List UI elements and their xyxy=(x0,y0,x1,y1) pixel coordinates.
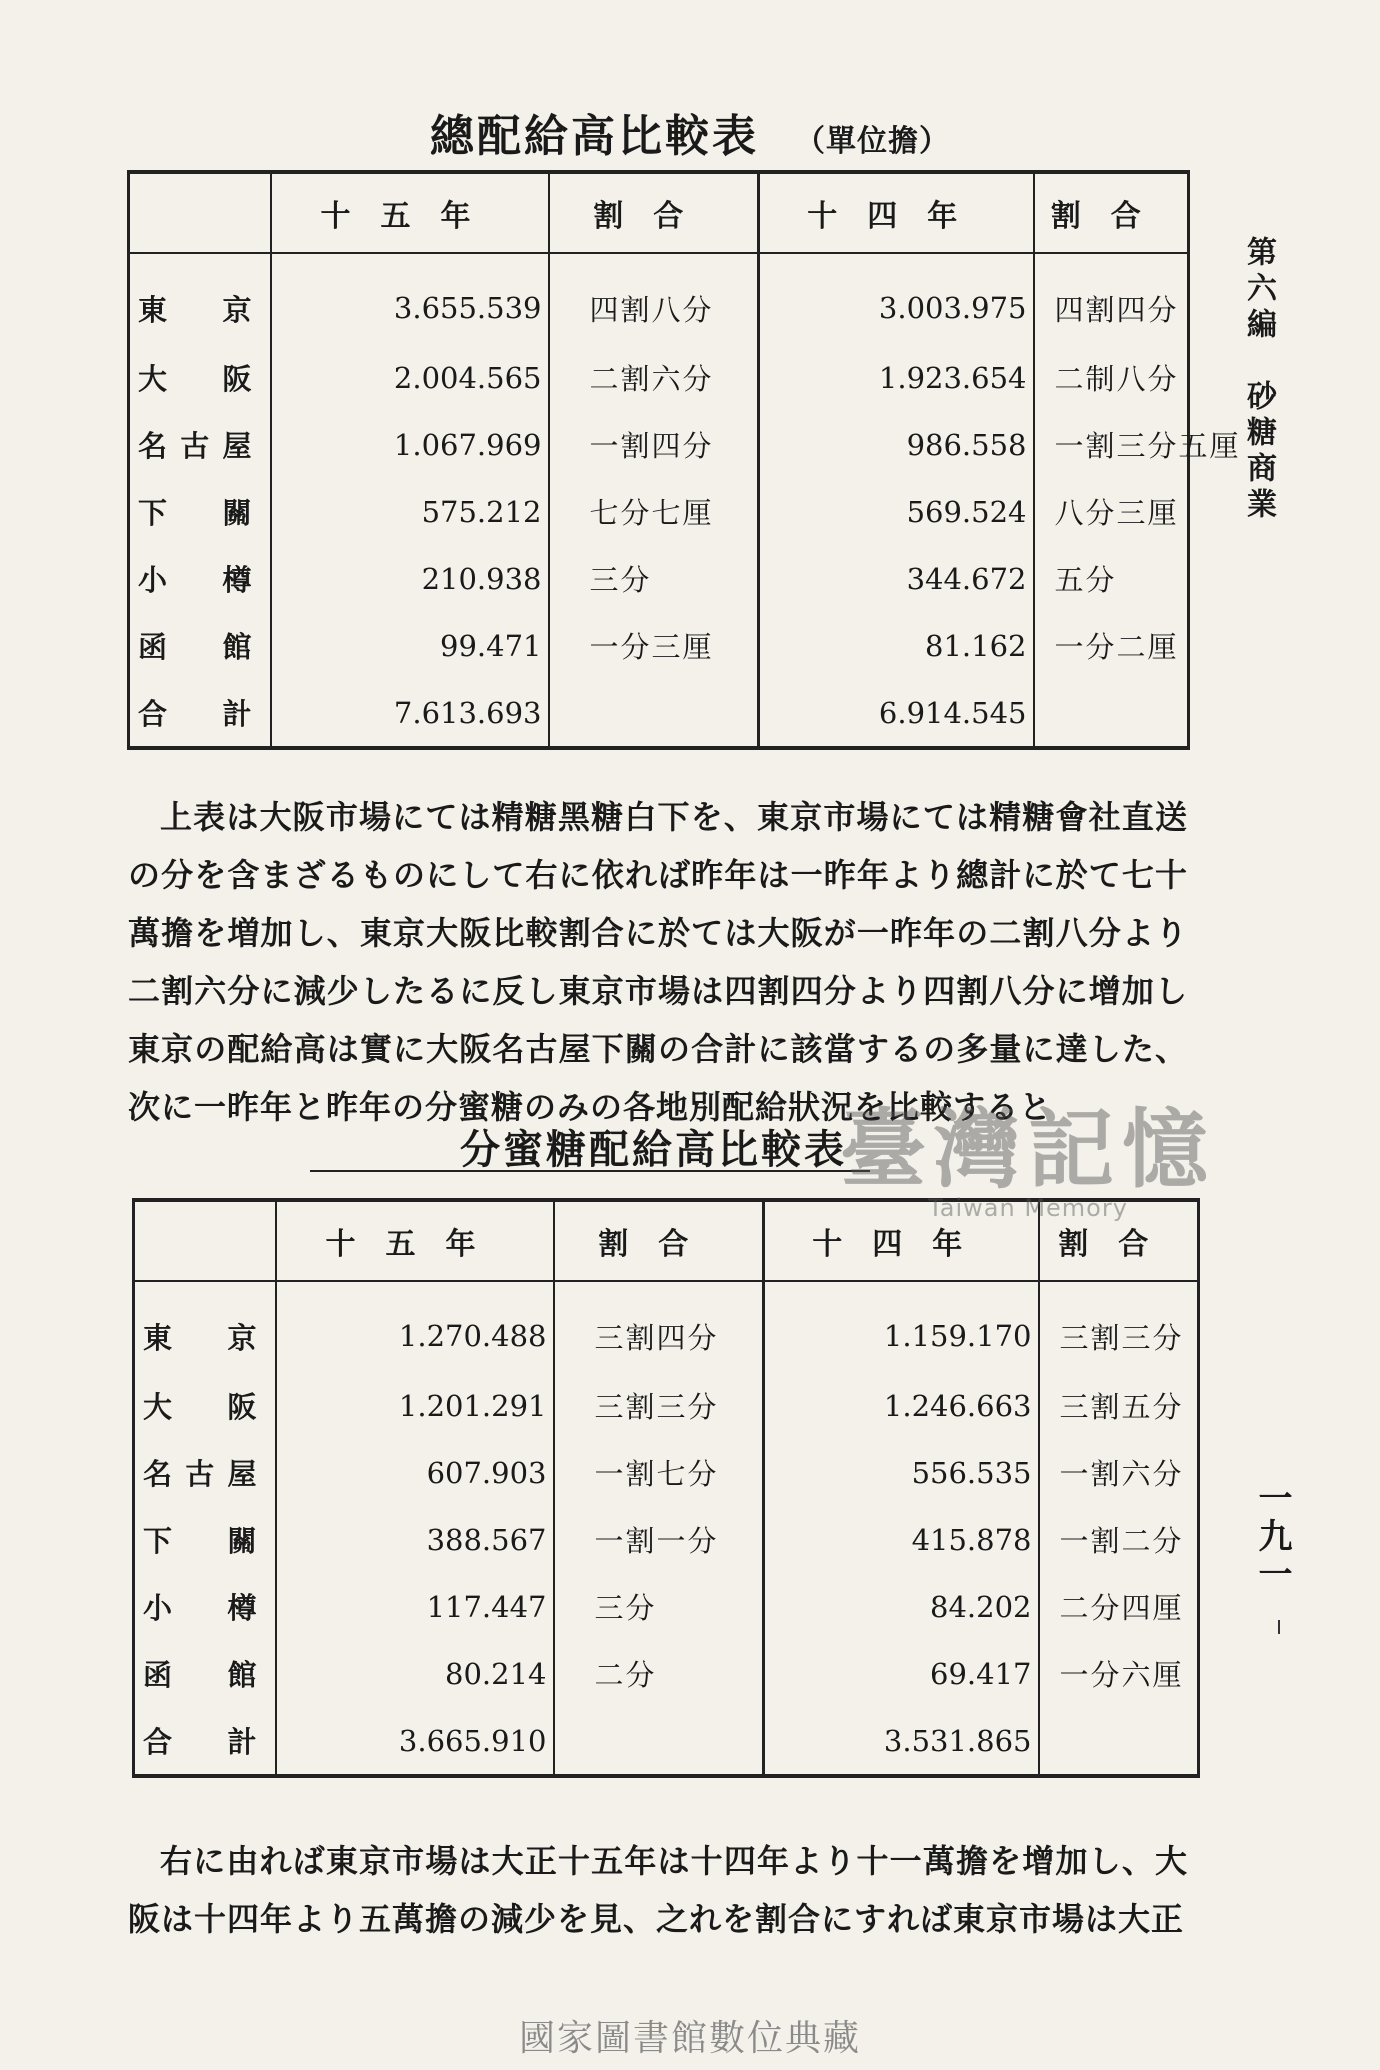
table-row xyxy=(134,1707,1199,1776)
city-glyph: 館 xyxy=(222,630,262,664)
value-cell: 986.558 xyxy=(759,411,1034,478)
column-header: 割合 xyxy=(549,172,759,253)
value-cell: 80.214 xyxy=(276,1640,554,1707)
city-glyph: 名 xyxy=(143,1457,183,1491)
paragraph-1-text: 上表は大阪市場にては精糖黑糖白下を、東京市場にては精糖會社直送の分を含まざるものにして右に依れば昨年は一昨年より總計に於て七十萬擔を増加し、東京大阪比較割合に於ては大阪が一昨年の二割八分より二割六分に減少したるに反し東京市場は四割四分より四割八分に增加し東京の配給高は實に大阪名古屋下關の合計に該當するの多量に達した、次に一昨年と昨年の分蜜糖のみの各地別配給狀況を比較すると xyxy=(128,798,1188,1126)
city-glyph: 東 xyxy=(138,292,178,327)
city-cell xyxy=(134,1506,276,1573)
column-header xyxy=(129,172,271,253)
table1-unit: （單位擔） xyxy=(795,124,950,159)
table-header-row xyxy=(129,172,1189,253)
city-name xyxy=(143,1720,267,1761)
table-row xyxy=(134,1372,1199,1439)
ratio-cell: 一割四分 xyxy=(549,411,759,478)
value-cell: 69.417 xyxy=(764,1640,1039,1707)
column-header xyxy=(134,1200,276,1281)
city-glyph: 東 xyxy=(143,1320,183,1355)
city-name xyxy=(143,1586,267,1627)
value-cell: 84.202 xyxy=(764,1573,1039,1640)
side-header: 第六編 砂糖商業 xyxy=(1241,236,1276,524)
value-cell: 210.938 xyxy=(271,545,549,612)
column-header: 十五年 xyxy=(271,172,549,253)
city-glyph: 樽 xyxy=(222,563,262,597)
city-glyph: 館 xyxy=(227,1658,267,1692)
city-glyph: 屋 xyxy=(227,1457,267,1491)
table-row xyxy=(129,612,1189,679)
city-glyph: 合 xyxy=(138,697,178,731)
city-cell xyxy=(129,545,271,612)
value-cell: 3.003.975 xyxy=(759,253,1034,344)
city-glyph: 關 xyxy=(222,496,262,530)
ratio-cell xyxy=(1034,679,1189,748)
city-glyph: 阪 xyxy=(222,362,262,396)
city-glyph: 樽 xyxy=(227,1591,267,1625)
ratio-cell: 三割三分 xyxy=(1059,1320,1184,1355)
table2-title: 分蜜糖配給高比較表 xyxy=(460,1126,847,1173)
city-glyph: 計 xyxy=(227,1725,267,1759)
ratio-cell xyxy=(554,1707,764,1776)
table-row xyxy=(129,411,1189,478)
city-glyph: 京 xyxy=(222,292,262,327)
city-name xyxy=(143,1452,267,1493)
city-cell xyxy=(134,1372,276,1439)
value-cell: 415.878 xyxy=(764,1506,1039,1573)
column-header: 割合 xyxy=(1039,1200,1199,1281)
city-name xyxy=(143,1385,267,1426)
city-cell xyxy=(129,411,271,478)
city-cell xyxy=(134,1281,276,1372)
ratio-cell: 一分二厘 xyxy=(1054,630,1179,664)
table-row xyxy=(134,1281,1199,1372)
city-name xyxy=(138,625,262,666)
ratio-cell: 一割三分五厘 xyxy=(1054,429,1241,463)
value-cell: 99.471 xyxy=(271,612,549,679)
ratio-cell: 一割六分 xyxy=(1059,1457,1184,1491)
value-cell: 117.447 xyxy=(276,1573,554,1640)
value-cell: 1.201.291 xyxy=(276,1372,554,1439)
city-glyph: 大 xyxy=(138,362,178,396)
value-cell: 3.655.539 xyxy=(271,253,549,344)
column-header: 十五年 xyxy=(276,1200,554,1281)
city-cell xyxy=(129,478,271,545)
table-row xyxy=(129,478,1189,545)
city-cell xyxy=(134,1573,276,1640)
table-row xyxy=(134,1506,1199,1573)
city-glyph: 屋 xyxy=(222,429,262,463)
city-glyph: 下 xyxy=(138,496,178,530)
footer-credit: 國家圖書館數位典藏 xyxy=(518,2018,861,2059)
ratio-cell: 二制八分 xyxy=(1054,362,1179,396)
table-centrifugal-sugar xyxy=(132,1198,1200,1778)
ratio-cell: 一割一分 xyxy=(554,1506,764,1573)
ratio-cell: 一分六厘 xyxy=(1059,1658,1184,1692)
value-cell: 2.004.565 xyxy=(271,344,549,411)
ratio-cell: 七分七厘 xyxy=(549,478,759,545)
city-name xyxy=(138,491,262,532)
ratio-cell: 五分 xyxy=(1054,563,1117,597)
value-cell: 7.613.693 xyxy=(271,679,549,748)
city-glyph: 下 xyxy=(143,1524,183,1558)
value-cell: 3.665.910 xyxy=(276,1707,554,1776)
city-cell xyxy=(129,612,271,679)
value-cell: 1.270.488 xyxy=(276,1281,554,1372)
city-name xyxy=(143,1653,267,1694)
table1-title xyxy=(0,100,1380,164)
column-header: 十四年 xyxy=(764,1200,1039,1281)
ratio-cell: 三割四分 xyxy=(554,1281,764,1372)
title-underline xyxy=(310,1170,870,1172)
margin-mark xyxy=(1278,1620,1280,1634)
city-cell xyxy=(129,679,271,748)
city-glyph: 計 xyxy=(222,697,262,731)
value-cell: 1.159.170 xyxy=(764,1281,1039,1372)
city-name xyxy=(143,1316,267,1357)
table2-body xyxy=(134,1200,1199,1776)
table-row xyxy=(129,344,1189,411)
ratio-cell: 二割六分 xyxy=(549,344,759,411)
value-cell: 6.914.545 xyxy=(759,679,1034,748)
ratio-cell: 一割二分 xyxy=(1059,1524,1184,1558)
table-row xyxy=(134,1439,1199,1506)
city-glyph: 合 xyxy=(143,1725,183,1759)
value-cell: 388.567 xyxy=(276,1506,554,1573)
ratio-cell: 二分 xyxy=(554,1640,764,1707)
ratio-cell: 三分 xyxy=(554,1573,764,1640)
table-row xyxy=(129,253,1189,344)
city-glyph: 古 xyxy=(180,429,220,463)
table-row xyxy=(134,1640,1199,1707)
table1-body xyxy=(129,172,1241,748)
city-cell xyxy=(134,1707,276,1776)
column-header: 割合 xyxy=(1034,172,1189,253)
city-glyph: 小 xyxy=(138,563,178,597)
city-glyph: 京 xyxy=(227,1320,267,1355)
city-glyph: 小 xyxy=(143,1591,183,1625)
value-cell: 1.067.969 xyxy=(271,411,549,478)
city-name xyxy=(138,357,262,398)
city-glyph: 大 xyxy=(143,1390,183,1424)
city-glyph: 函 xyxy=(138,630,178,664)
watermark-logo-text: 臺灣記憶 xyxy=(840,1099,1216,1200)
city-glyph: 關 xyxy=(227,1524,267,1558)
city-glyph: 名 xyxy=(138,429,178,463)
ratio-cell xyxy=(549,679,759,748)
ratio-cell: 一分三厘 xyxy=(549,612,759,679)
value-cell: 569.524 xyxy=(759,478,1034,545)
value-cell: 81.162 xyxy=(759,612,1034,679)
table-row xyxy=(129,545,1189,612)
paragraph-2 xyxy=(128,1832,1188,1948)
paragraph-2-text: 右に由れば東京市場は大正十五年は十四年より十一萬擔を增加し、大阪は十四年より五萬擔の減少を見、之れを割合にすれば東京市場は大正 xyxy=(128,1842,1188,1938)
city-cell xyxy=(129,344,271,411)
value-cell: 3.531.865 xyxy=(764,1707,1039,1776)
value-cell: 344.672 xyxy=(759,545,1034,612)
ratio-cell: 三分 xyxy=(549,545,759,612)
value-cell: 556.535 xyxy=(764,1439,1039,1506)
watermark-subtitle: Taiwan Memory xyxy=(928,1194,1128,1222)
ratio-cell: 一割七分 xyxy=(554,1439,764,1506)
city-name xyxy=(138,424,262,465)
value-cell: 1.923.654 xyxy=(759,344,1034,411)
city-cell xyxy=(129,253,271,344)
value-cell: 607.903 xyxy=(276,1439,554,1506)
value-cell: 575.212 xyxy=(271,478,549,545)
watermark xyxy=(840,1080,1216,1222)
city-name xyxy=(143,1519,267,1560)
city-name xyxy=(138,692,262,733)
ratio-cell: 四割八分 xyxy=(549,253,759,344)
column-header: 割合 xyxy=(554,1200,764,1281)
ratio-cell xyxy=(1039,1707,1199,1776)
city-glyph: 函 xyxy=(143,1658,183,1692)
city-name xyxy=(138,288,262,329)
table-row xyxy=(134,1573,1199,1640)
ratio-cell: 二分四厘 xyxy=(1059,1591,1184,1625)
page-number: 一九一 xyxy=(1252,1480,1292,1594)
table-total-distribution xyxy=(127,170,1241,750)
city-glyph: 古 xyxy=(185,1457,225,1491)
ratio-cell: 八分三厘 xyxy=(1054,496,1179,530)
ratio-cell: 四割四分 xyxy=(1054,292,1179,327)
ratio-cell: 三割五分 xyxy=(1059,1390,1184,1424)
table-row xyxy=(129,679,1189,748)
city-cell xyxy=(134,1640,276,1707)
table1-title-text: 總配給高比較表 xyxy=(430,111,759,162)
column-header: 十四年 xyxy=(759,172,1034,253)
value-cell: 1.246.663 xyxy=(764,1372,1039,1439)
city-name xyxy=(138,558,262,599)
ratio-cell: 三割三分 xyxy=(554,1372,764,1439)
city-glyph: 阪 xyxy=(227,1390,267,1424)
city-cell xyxy=(134,1439,276,1506)
